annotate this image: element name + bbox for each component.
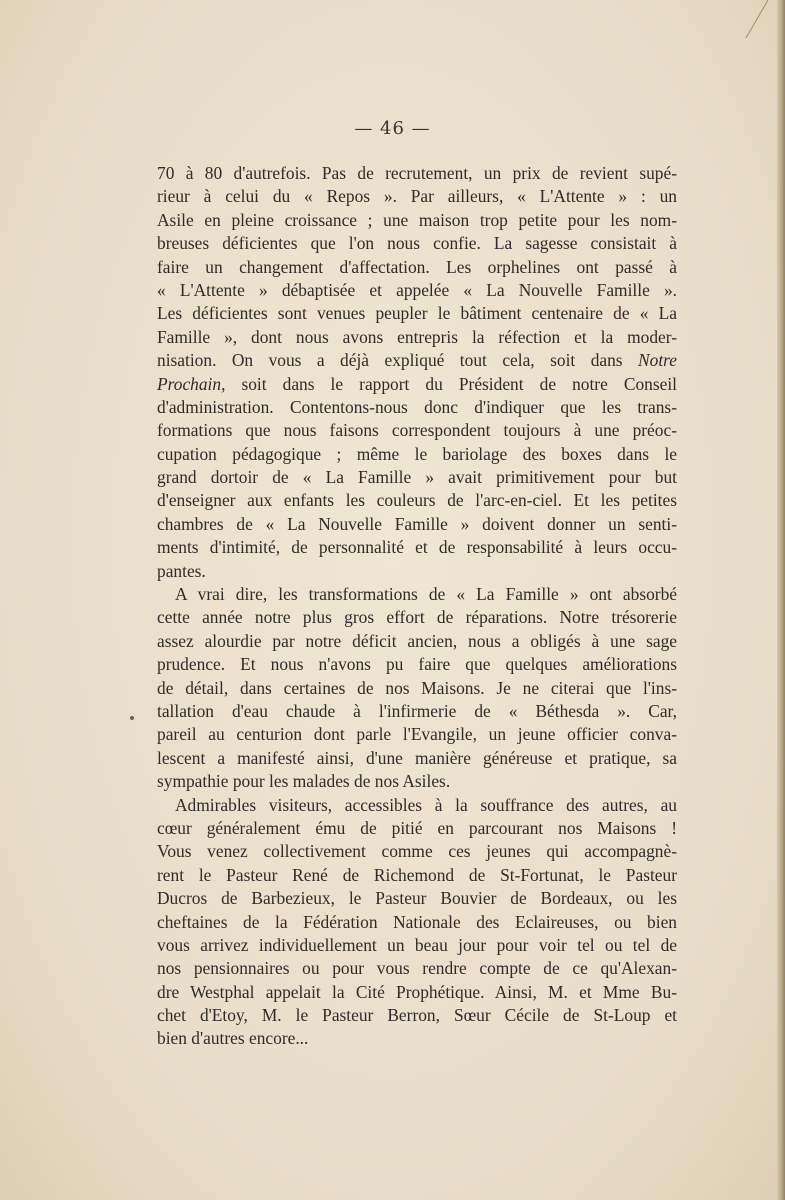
text-line: Admirables visiteurs, accessibles à la souffrance des autres, au — [175, 794, 677, 815]
text-line: chet d'Etoy, M. le Pasteur Berron, Sœur Cécile de St-Loup et — [157, 1005, 677, 1026]
text-line: Prochain, soit dans le rapport du Président de notre Conseil — [157, 373, 677, 394]
text-line: pareil au centurion dont parle l'Evangile, un jeune officier conva- — [157, 724, 677, 745]
text-line: bien d'autres encore... — [157, 1028, 309, 1049]
text-line: vous arrivez individuellement un beau jour pour voir tel ou tel de — [157, 934, 677, 955]
text-line: formations que nous faisons correspondent toujours à une préoc- — [157, 420, 677, 441]
text-line: rent le Pasteur René de Richemond de St-Fortunat, le Pasteur — [157, 864, 677, 885]
text-line: Ducros de Barbezieux, le Pasteur Bouvier de Bordeaux, ou les — [157, 888, 677, 909]
page-corner-crease — [708, 0, 778, 40]
text-line: d'enseigner aux enfants les couleurs de l'arc-en-ciel. Et les petites — [157, 490, 677, 511]
text-line: chambres de « La Nouvelle Famille » doivent donner un senti- — [157, 513, 677, 534]
text-line: Asile en pleine croissance ; une maison trop petite pour les nom- — [157, 209, 677, 230]
text-line: tallation d'eau chaude à l'infirmerie de « Béthesda ». Car, — [157, 700, 677, 721]
text-line: de détail, dans certaines de nos Maisons. Je ne citerai que l'ins- — [157, 677, 677, 698]
text-line: nisation. On vous a déjà expliqué tout cela, soit dans Notre — [157, 350, 677, 371]
text-line: cœur généralement ému de pitié en parcourant nos Maisons ! — [157, 817, 677, 838]
text-line: lescent a manifesté ainsi, d'une manière généreuse et pratique, sa — [157, 747, 677, 768]
text-line: faire un changement d'affectation. Les orphelines ont passé à — [157, 256, 677, 277]
text-line: 70 à 80 d'autrefois. Pas de recrutement, un prix de revient supé- — [157, 163, 677, 183]
text-line: pantes. — [157, 560, 206, 581]
text-line: A vrai dire, les transformations de « La Famille » ont absorbé — [175, 584, 677, 605]
text-line: prudence. Et nous n'avons pu faire que quelques améliorations — [157, 654, 677, 675]
text-line: cheftaines de la Fédération Nationale des Eclaireuses, ou bien — [157, 911, 677, 932]
text-line: Famille », dont nous avons entrepris la réfection et la moder- — [157, 326, 677, 347]
text-line: nos pensionnaires ou pour vous rendre compte de ce qu'Alexan- — [157, 958, 677, 979]
text-line: dre Westphal appelait la Cité Prophétique. Ainsi, M. et Mme Bu- — [157, 981, 677, 1002]
body-text — [157, 162, 677, 1051]
text-line: assez alourdie par notre déficit ancien, nous a obligés à une sage — [157, 630, 677, 651]
text-line: d'administration. Contentons-nous donc d'indiquer que les trans- — [157, 396, 677, 417]
text-line: Les déficientes sont venues peupler le bâtiment centenaire de « La — [157, 303, 677, 324]
text-line: Vous venez collectivement comme ces jeunes qui accompagnè- — [157, 841, 677, 862]
page-edge-shadow — [777, 0, 785, 1200]
page-number: — 46 — — [354, 118, 431, 139]
text-line: sympathie pour les malades de nos Asiles. — [157, 771, 451, 792]
ink-speck — [130, 716, 134, 720]
text-line: rieur à celui du « Repos ». Par ailleurs, « L'Attente » : un — [157, 186, 677, 207]
text-line: ments d'intimité, de personnalité et de responsabilité à leurs occu- — [157, 537, 677, 558]
text-line: breuses déficientes que l'on nous confie. La sagesse consistait à — [157, 233, 677, 254]
text-line: cette année notre plus gros effort de réparations. Notre trésorerie — [157, 607, 677, 628]
text-line: « L'Attente » débaptisée et appelée « La Nouvelle Famille ». — [157, 279, 677, 300]
text-line: cupation pédagogique ; même le bariolage des boxes dans le — [157, 443, 677, 464]
text-line: grand dortoir de « La Famille » avait primitivement pour but — [157, 467, 677, 488]
